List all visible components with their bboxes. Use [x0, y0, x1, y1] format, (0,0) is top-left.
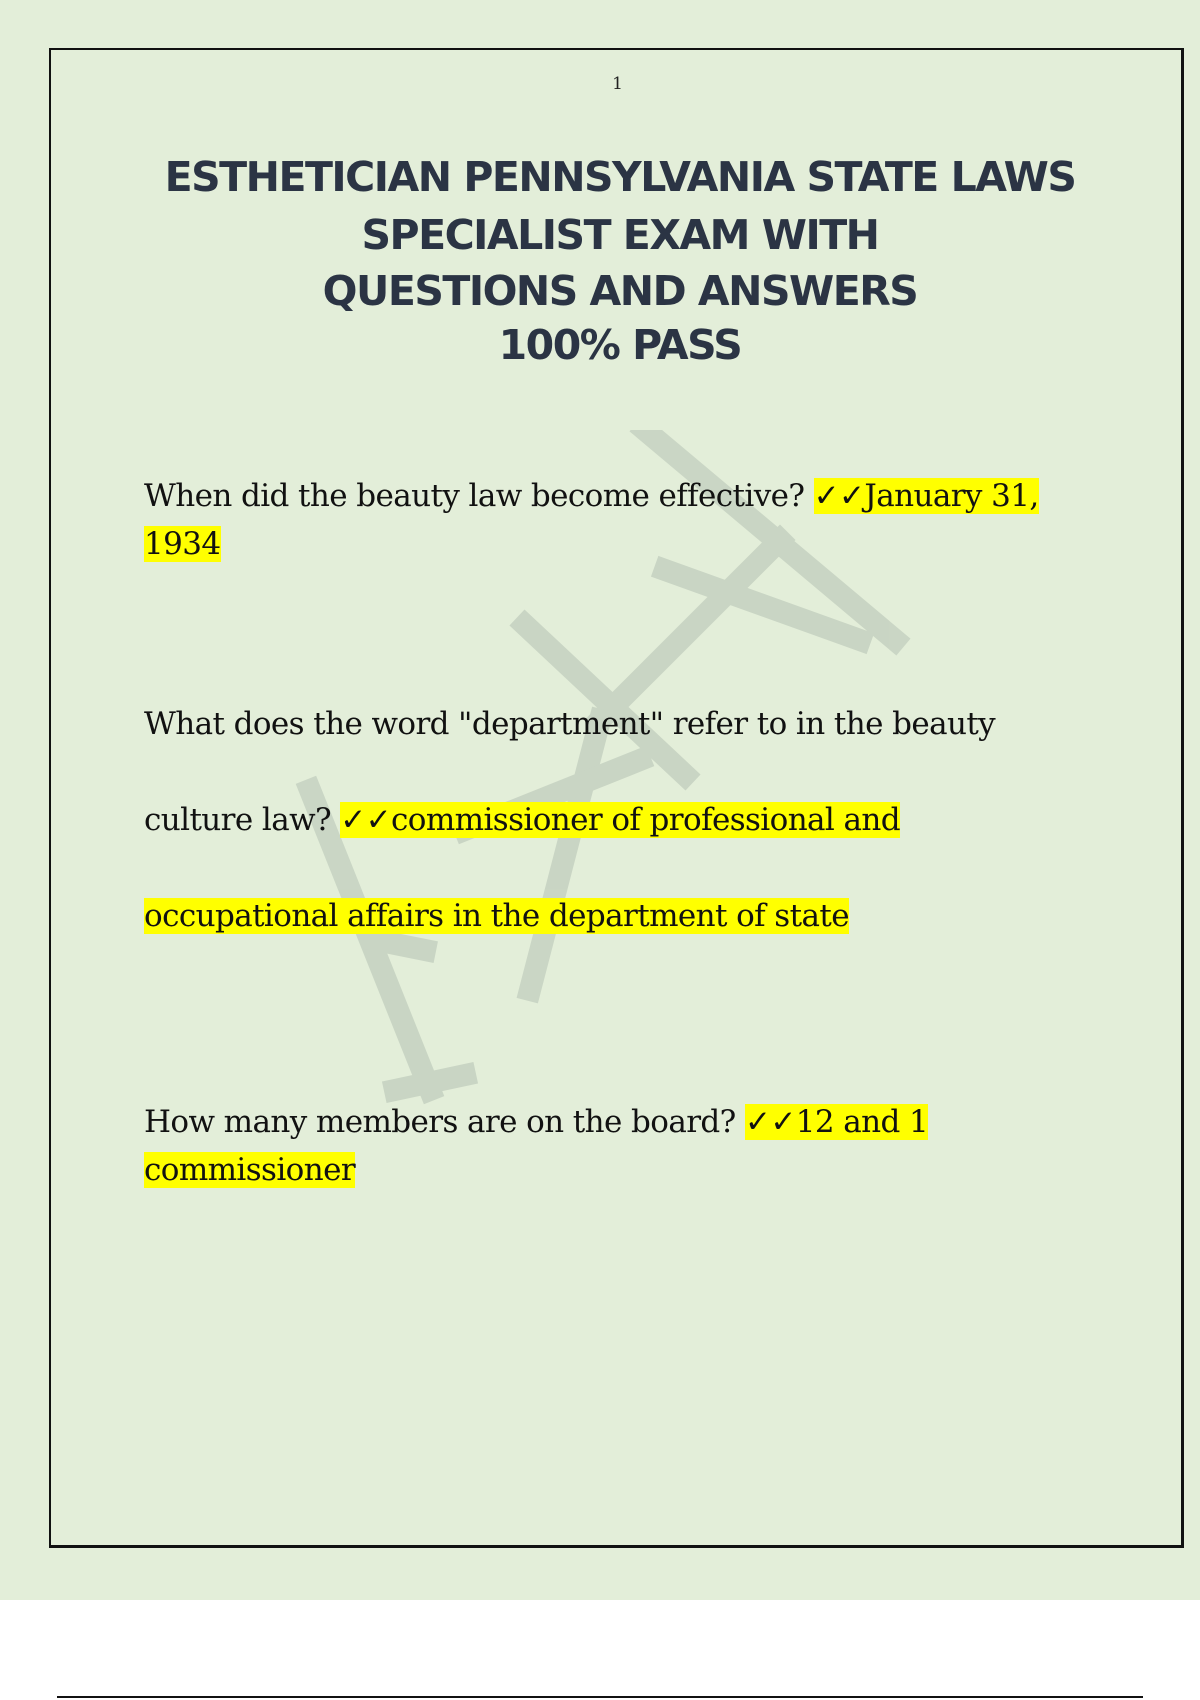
question-answer-line: [144, 796, 1084, 844]
answer-text: ✓✓commissioner of professional and: [340, 802, 900, 838]
question-text: How many members are on the board?: [144, 1104, 745, 1140]
question-text: culture law?: [144, 802, 341, 838]
answer-text: occupational affairs in the department of state: [144, 898, 849, 934]
footer-divider: [57, 1696, 1143, 1698]
page-number: 1: [612, 74, 623, 94]
title-line-2: SPECIALIST EXAM WITH: [361, 211, 879, 259]
title-line-4: 100% PASS: [498, 321, 742, 369]
question-text: What does the word "department" refer to in the beauty: [144, 706, 996, 742]
answer-line: [144, 892, 1084, 940]
question-text: When did the beauty law become effective?: [144, 478, 814, 514]
answer-text: ✓✓12 and 1 commissioner: [144, 1104, 929, 1188]
qa-item: [144, 700, 1084, 940]
answer-text: ✓✓January 31, 1934: [144, 478, 1039, 562]
document-title: [100, 148, 1140, 372]
title-line-1: ESTHETICIAN PENNSYLVANIA STATE LAWS: [164, 153, 1076, 201]
qa-item: [144, 1098, 1084, 1194]
title-line-3: QUESTIONS AND ANSWERS: [322, 267, 918, 315]
qa-item: [144, 472, 1084, 568]
